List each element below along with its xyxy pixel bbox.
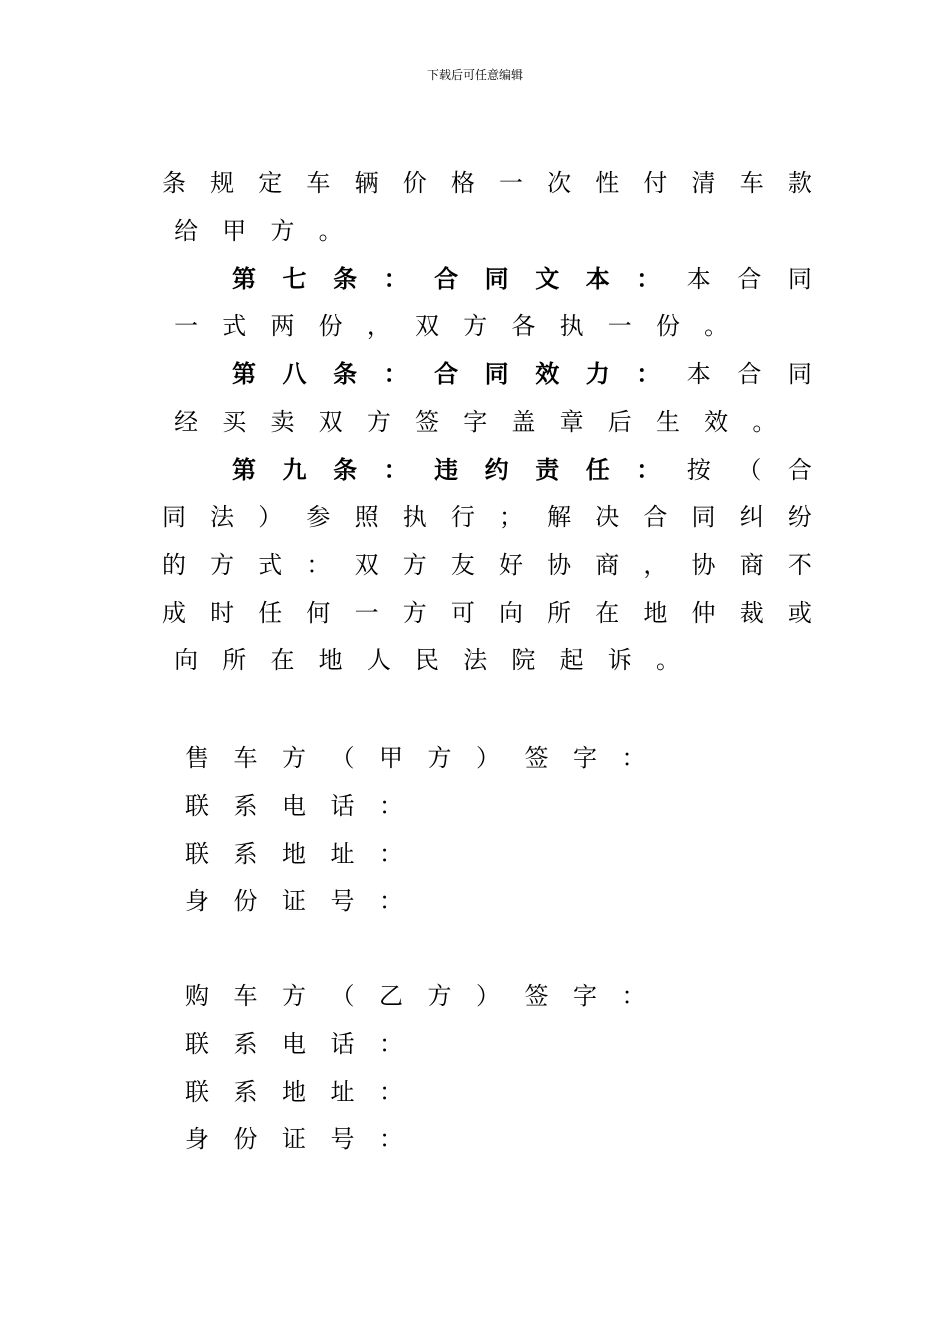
char: 后 bbox=[607, 408, 632, 436]
char: 地 bbox=[643, 599, 668, 627]
char: 性 bbox=[595, 169, 620, 197]
char: 同 bbox=[787, 265, 812, 293]
char: 章 bbox=[559, 408, 584, 436]
char: （ bbox=[330, 981, 355, 1010]
char: 份 bbox=[233, 886, 258, 915]
char: ： bbox=[621, 743, 646, 772]
char: 。 bbox=[752, 408, 777, 436]
char: ： bbox=[636, 265, 661, 293]
char: 式 bbox=[258, 551, 283, 579]
char: 诉 bbox=[607, 646, 632, 674]
char: 七 bbox=[282, 265, 307, 293]
char: 双 bbox=[415, 312, 440, 340]
char: 院 bbox=[511, 646, 536, 674]
body-line-6 bbox=[162, 405, 812, 439]
char: 合 bbox=[643, 503, 668, 531]
char: 电 bbox=[282, 1029, 306, 1058]
char: 商 bbox=[739, 551, 764, 579]
char: 联 bbox=[185, 791, 209, 820]
char: 方 bbox=[270, 217, 295, 245]
char: 证 bbox=[282, 886, 306, 915]
char: ： bbox=[379, 886, 403, 915]
char: 款 bbox=[787, 169, 812, 197]
char: 本 bbox=[585, 265, 610, 293]
char: 执 bbox=[559, 312, 584, 340]
char: 八 bbox=[282, 360, 307, 388]
char: 向 bbox=[174, 646, 199, 674]
char: 方 bbox=[402, 599, 427, 627]
char: 或 bbox=[787, 599, 812, 627]
char: 方 bbox=[427, 743, 452, 772]
char: 地 bbox=[318, 646, 343, 674]
body-line-11 bbox=[162, 643, 812, 677]
char: 两 bbox=[270, 312, 295, 340]
char: 任 bbox=[258, 599, 283, 627]
seller-sign-line bbox=[185, 738, 670, 772]
char: 盖 bbox=[511, 408, 536, 436]
seller-id-line bbox=[185, 881, 428, 915]
char: ： bbox=[379, 1077, 403, 1106]
char: 力 bbox=[585, 360, 610, 388]
char: 同 bbox=[787, 360, 812, 388]
body-line-9 bbox=[162, 548, 812, 582]
char: 责 bbox=[535, 456, 560, 484]
char: 的 bbox=[162, 551, 186, 579]
char: 商 bbox=[595, 551, 620, 579]
char: 各 bbox=[511, 312, 536, 340]
char: 第 bbox=[232, 360, 256, 388]
char: 不 bbox=[787, 551, 812, 579]
char: 方 bbox=[402, 551, 427, 579]
char: 。 bbox=[655, 646, 680, 674]
buyer-phone-line bbox=[185, 1024, 428, 1058]
char: 。 bbox=[318, 217, 343, 245]
char: 份 bbox=[233, 1124, 258, 1153]
char: 车 bbox=[233, 743, 258, 772]
char: 卖 bbox=[270, 408, 295, 436]
char: ： bbox=[379, 791, 403, 820]
char: 字 bbox=[573, 743, 597, 772]
char: 系 bbox=[233, 1029, 258, 1058]
char: ） bbox=[258, 503, 283, 531]
char: 条 bbox=[333, 456, 358, 484]
char: 给 bbox=[174, 217, 199, 245]
char: 签 bbox=[524, 743, 549, 772]
char: 何 bbox=[306, 599, 331, 627]
char: 身 bbox=[185, 1124, 209, 1153]
char: 违 bbox=[434, 456, 459, 484]
body-line-10 bbox=[162, 596, 812, 630]
char: 效 bbox=[704, 408, 729, 436]
char: 友 bbox=[450, 551, 475, 579]
char: 方 bbox=[463, 312, 488, 340]
char: 方 bbox=[427, 981, 452, 1010]
char: 联 bbox=[185, 1077, 209, 1106]
seller-phone-line bbox=[185, 786, 428, 820]
char: 乙 bbox=[379, 981, 403, 1010]
char: 民 bbox=[415, 646, 440, 674]
char: ： bbox=[379, 839, 403, 868]
page-header: 下载后可任意编辑 bbox=[426, 68, 523, 82]
char: 法 bbox=[463, 646, 488, 674]
char: 生 bbox=[655, 408, 680, 436]
char: 定 bbox=[258, 169, 283, 197]
char: 经 bbox=[174, 408, 199, 436]
char: 付 bbox=[643, 169, 668, 197]
char: ： bbox=[621, 981, 646, 1010]
char: ， bbox=[366, 312, 391, 340]
char: 地 bbox=[282, 1077, 306, 1106]
char: 在 bbox=[595, 599, 620, 627]
char: （ bbox=[737, 456, 762, 484]
char: 身 bbox=[185, 886, 209, 915]
char: 字 bbox=[573, 981, 597, 1010]
char: ） bbox=[476, 981, 500, 1010]
char: 裁 bbox=[739, 599, 764, 627]
char: 协 bbox=[547, 551, 572, 579]
char: 次 bbox=[547, 169, 572, 197]
char: 地 bbox=[282, 839, 306, 868]
char: 辆 bbox=[354, 169, 379, 197]
char: ） bbox=[476, 743, 500, 772]
char: ： bbox=[379, 1124, 403, 1153]
char: 同 bbox=[691, 503, 716, 531]
char: 方 bbox=[366, 408, 391, 436]
char: 合 bbox=[737, 360, 762, 388]
body-line-2 bbox=[162, 214, 812, 248]
char: 人 bbox=[366, 646, 391, 674]
body-line-8 bbox=[162, 500, 812, 534]
char: 合 bbox=[434, 265, 459, 293]
char: ： bbox=[383, 456, 408, 484]
char: 起 bbox=[559, 646, 584, 674]
char: 址 bbox=[330, 1077, 355, 1106]
char: 协 bbox=[691, 551, 716, 579]
buyer-sign-line bbox=[185, 976, 670, 1010]
char: 解 bbox=[547, 503, 572, 531]
body-line-5 bbox=[232, 357, 812, 391]
char: 签 bbox=[415, 408, 440, 436]
char: 所 bbox=[222, 646, 247, 674]
char: 行 bbox=[450, 503, 475, 531]
char: ， bbox=[643, 551, 668, 579]
char: 仲 bbox=[691, 599, 716, 627]
char: 双 bbox=[354, 551, 379, 579]
char: 址 bbox=[330, 839, 355, 868]
char: 法 bbox=[210, 503, 235, 531]
char: 份 bbox=[318, 312, 343, 340]
char: 话 bbox=[330, 791, 355, 820]
char: ： bbox=[636, 456, 661, 484]
char: 式 bbox=[222, 312, 247, 340]
char: 购 bbox=[185, 981, 209, 1010]
char: ： bbox=[636, 360, 661, 388]
char: 联 bbox=[185, 1029, 209, 1058]
char: 系 bbox=[233, 791, 258, 820]
char: 文 bbox=[535, 265, 560, 293]
char: 价 bbox=[402, 169, 427, 197]
char: 双 bbox=[318, 408, 343, 436]
char: 份 bbox=[655, 312, 680, 340]
char: 车 bbox=[306, 169, 331, 197]
char: 合 bbox=[737, 265, 762, 293]
char: 纷 bbox=[787, 503, 812, 531]
body-line-4 bbox=[162, 309, 812, 343]
char: 号 bbox=[330, 886, 355, 915]
char: 甲 bbox=[222, 217, 247, 245]
char: 话 bbox=[330, 1029, 355, 1058]
char: 本 bbox=[686, 360, 711, 388]
char: 售 bbox=[185, 743, 209, 772]
char: 甲 bbox=[379, 743, 403, 772]
char: 向 bbox=[498, 599, 523, 627]
char: 车 bbox=[739, 169, 764, 197]
char: 规 bbox=[210, 169, 235, 197]
char: 条 bbox=[162, 169, 186, 197]
char: 同 bbox=[162, 503, 186, 531]
seller-address-line bbox=[185, 834, 428, 868]
char: 签 bbox=[524, 981, 549, 1010]
char: 联 bbox=[185, 839, 209, 868]
char: 九 bbox=[282, 456, 307, 484]
char: 纠 bbox=[739, 503, 764, 531]
char: ： bbox=[383, 360, 408, 388]
char: 本 bbox=[686, 265, 711, 293]
char: 好 bbox=[498, 551, 523, 579]
char: 所 bbox=[547, 599, 572, 627]
char: 方 bbox=[210, 551, 235, 579]
char: 系 bbox=[233, 1077, 258, 1106]
char: 决 bbox=[595, 503, 620, 531]
char: 成 bbox=[162, 599, 186, 627]
char: （ bbox=[330, 743, 355, 772]
char: 电 bbox=[282, 791, 306, 820]
char: ： bbox=[383, 265, 408, 293]
char: 方 bbox=[282, 981, 306, 1010]
char: 条 bbox=[333, 360, 358, 388]
char: 。 bbox=[704, 312, 729, 340]
char: 清 bbox=[691, 169, 716, 197]
char: 格 bbox=[450, 169, 475, 197]
char: ； bbox=[498, 503, 523, 531]
char: ： bbox=[306, 551, 331, 579]
buyer-id-line bbox=[185, 1119, 428, 1153]
char: 车 bbox=[233, 981, 258, 1010]
char: 同 bbox=[484, 360, 509, 388]
char: ： bbox=[379, 1029, 403, 1058]
char: 同 bbox=[484, 265, 509, 293]
char: 在 bbox=[270, 646, 295, 674]
char: 参 bbox=[306, 503, 331, 531]
char: 第 bbox=[232, 265, 256, 293]
char: 证 bbox=[282, 1124, 306, 1153]
char: 时 bbox=[210, 599, 235, 627]
char: 一 bbox=[498, 169, 523, 197]
body-line-7 bbox=[232, 453, 812, 487]
char: 按 bbox=[686, 456, 711, 484]
char: 字 bbox=[463, 408, 488, 436]
buyer-address-line bbox=[185, 1072, 428, 1106]
char: 一 bbox=[174, 312, 199, 340]
char: 照 bbox=[354, 503, 379, 531]
char: 条 bbox=[333, 265, 358, 293]
char: 买 bbox=[222, 408, 247, 436]
body-line-3 bbox=[232, 262, 812, 296]
char: 系 bbox=[233, 839, 258, 868]
char: 合 bbox=[787, 456, 812, 484]
char: 方 bbox=[282, 743, 306, 772]
char: 一 bbox=[607, 312, 632, 340]
char: 可 bbox=[450, 599, 475, 627]
char: 任 bbox=[585, 456, 610, 484]
char: 一 bbox=[354, 599, 379, 627]
char: 效 bbox=[535, 360, 560, 388]
char: 约 bbox=[484, 456, 509, 484]
char: 第 bbox=[232, 456, 256, 484]
char: 合 bbox=[434, 360, 459, 388]
body-line-1 bbox=[162, 166, 812, 200]
char: 号 bbox=[330, 1124, 355, 1153]
char: 执 bbox=[402, 503, 427, 531]
